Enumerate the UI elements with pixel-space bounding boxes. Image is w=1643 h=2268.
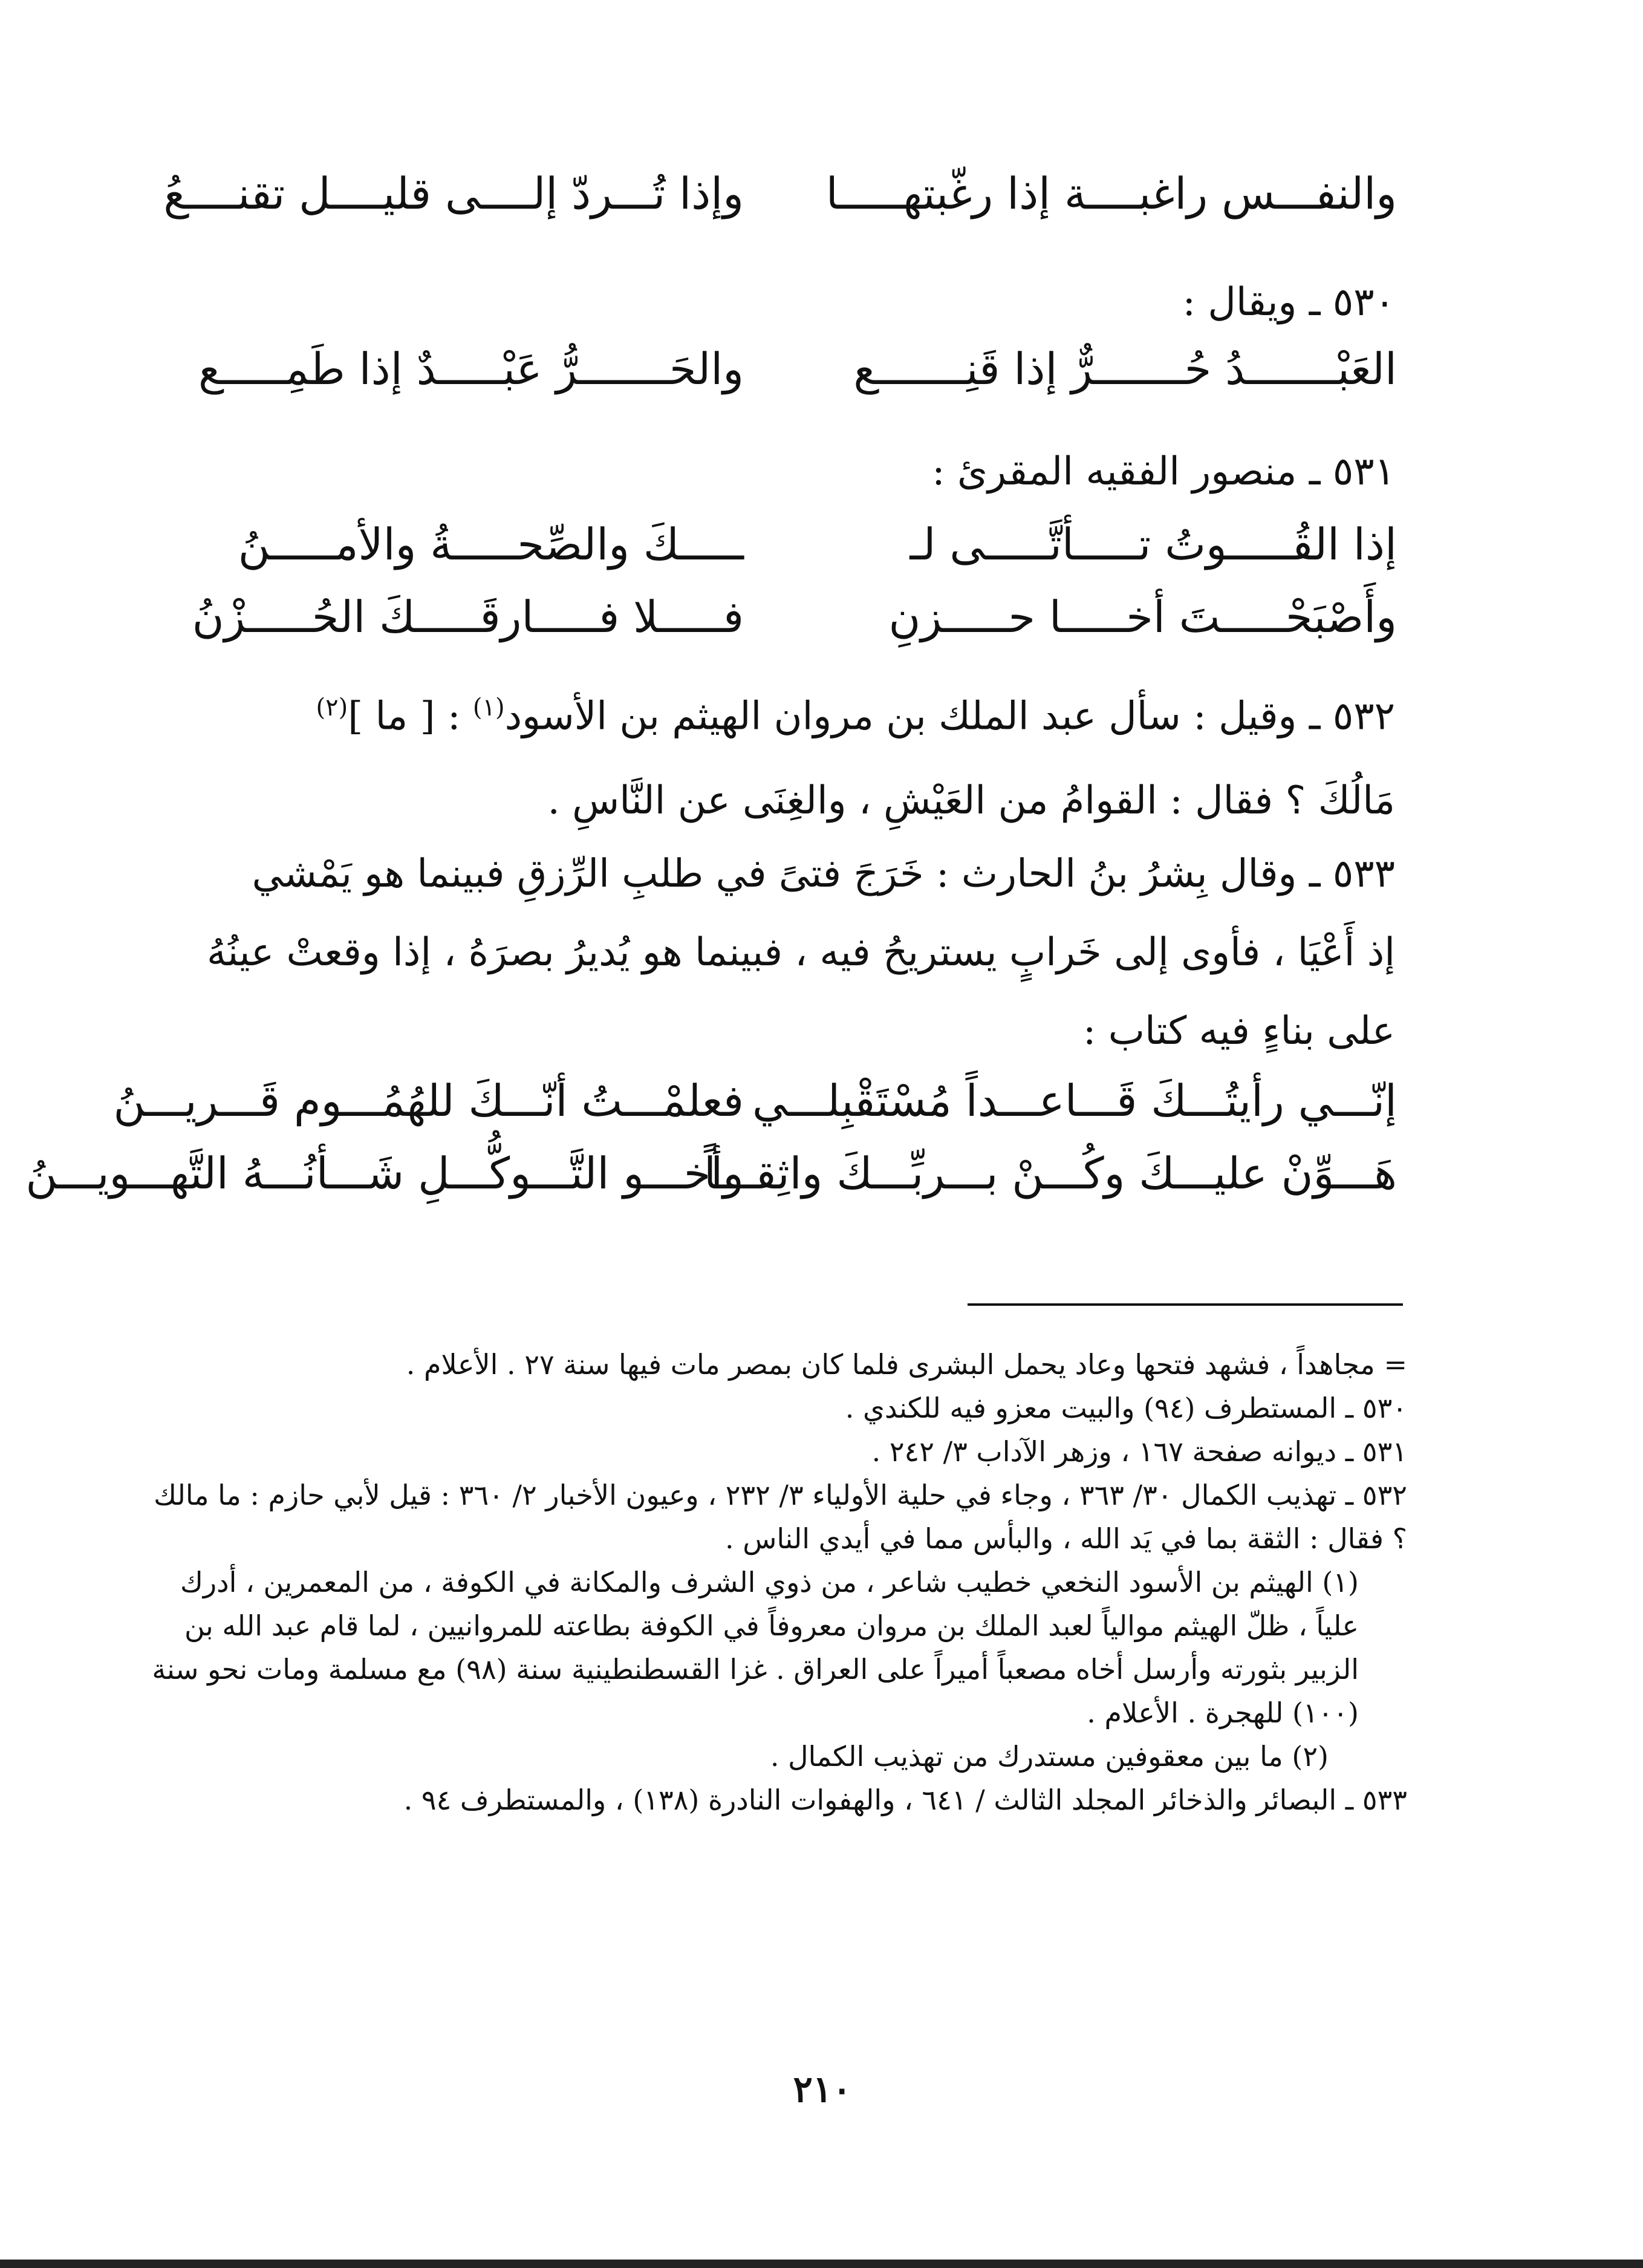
footnotes [151, 1343, 1407, 1822]
hemistich-right: والنفـــس راغبــــة إذا رغّبتهـــــا [825, 168, 1397, 219]
hemistich-right: إنّـــي رأيتُـــكَ قَـــاعـــداً مُسْتَقْبِلـــي [752, 1075, 1397, 1126]
hemistich-left: وإذا تُـــردّ إلــــى قليــــل تقنــــعُ [163, 168, 744, 219]
footnote-continuation: = مجاهداً ، فشهد فتحها وعاد يحمل البشرى فلما كان بمصر مات فيها سنة ٢٧ . الأعلام . [406, 1348, 1407, 1381]
hemistich-left: وأخـــو التَّـــوكُّـــلِ شَـــأنُـــهُ التَّهـــويـــنُ [25, 1148, 744, 1199]
page-number: ٢١٠ [793, 2068, 852, 2111]
footnote-ref-2: (٢) [316, 694, 348, 722]
hemistich-right: هَـــوِّنْ عليـــكَ وكُـــنْ بـــربِّـــكَ واثِقـــاً [704, 1148, 1397, 1199]
footnote-separator [968, 1303, 1403, 1306]
entry-532-line-2: مَالُكَ ؟ فقال : القوامُ من العَيْشِ ، والغِنَى عن النَّاسِ . [547, 778, 1395, 824]
footnote-531: ٥٣١ ـ ديوانه صفحة ١٦٧ ، وزهر الآداب ٣/ ٢٤٢ . [871, 1435, 1407, 1468]
hemistich-left: فعلمْـــتُ أنّـــكَ للهُمُـــوم قَـــريـــنُ [113, 1075, 744, 1126]
entry-533-line-2: إذ أَعْيَا ، فأوى إلى خَرابٍ يستريحُ فيه ، فبينما هو يُديرُ بصرَهُ ، إذا وقعتْ عينُهُ [207, 930, 1395, 975]
entry-533-line-3: على بناءٍ فيه كتاب : [1082, 1009, 1395, 1054]
hemistich-left: فـــــلا فـــــارقَـــــكَ الحُـــــزْنُ [192, 591, 744, 642]
entry-532 [139, 665, 1395, 843]
hemistich-right: وأَصْبَحْـــــتَ أخـــــا حـــــزنِ [888, 591, 1397, 642]
verse-line [139, 508, 1397, 581]
footnote-532-2: (٢) ما بين معقوفين مستدرك من تهذيب الكمال . [770, 1740, 1329, 1773]
hemistich-right: العَبْـــــــدُ حُـــــــرٌّ إذا قَنِـــــــع [853, 344, 1397, 394]
entry-531-intro: ٥٣١ ـ منصور الفقيه المقرئ : [932, 449, 1395, 494]
entry-532-text: ٥٣٢ ـ وقيل : سأل عبد الملك بن مروان الهيثم بن الأسود [504, 694, 1395, 739]
bracket-insert: : [ ما ] [348, 694, 473, 739]
footnote-ref-1: (١) [472, 694, 505, 722]
verse-line [113, 1064, 1397, 1137]
footnote-533: ٥٣٣ ـ البصائر والذخائر المجلد الثالث / ٦٤١ ، والهفوات النادرة (١٣٨) ، والمستطرف ٩٤ . [403, 1784, 1407, 1816]
footnote-532-1: (١) الهيثم بن الأسود النخعي خطيب شاعر ، من ذوي الشرف والمكانة في الكوفة ، من المعمرين ، أدرك علياً ، ظلّ الهيثم موالياً لعبد الملك بن مروان معروفاً في الكوفة بطاعته للمروانيين ، لما قام عبد الله بن الزبير بثورته وأرسل أخاه مصعباً أميراً على العراق . غزا القسطنطينية سنة (٩٨) مع مسلمة ومات نحو سنة (١٠٠) للهجرة . الأعلام . [152, 1566, 1359, 1729]
verse-line [139, 157, 1397, 230]
entry-530-intro: ٥٣٠ ـ ويقال : [1182, 280, 1395, 325]
footnote-530: ٥٣٠ ـ المستطرف (٩٤) والبيت معزو فيه للكندي . [845, 1392, 1407, 1424]
entry-532-line-1 [139, 665, 1395, 758]
hemistich-right: إذا القُـــــوتُ تـــــأتَّـــــى لـ [909, 519, 1397, 570]
hemistich-left: ـــــكَ والصِّحـــــةُ والأمـــــنُ [238, 519, 744, 570]
entry-533-line-1: ٥٣٣ ـ وقال بِشرُ بنُ الحارث : خَرَجَ فتىً في طلبِ الرِّزقِ فبينما هو يَمْشي [252, 852, 1395, 896]
verse-line [139, 581, 1397, 653]
verse-line [25, 1137, 1397, 1210]
entry-533 [139, 835, 1395, 1070]
verse-line [139, 333, 1397, 405]
hemistich-left: والحَـــــــرُّ عَبْـــــدٌ إذا طَمِـــــع [198, 344, 744, 394]
footnote-532: ٥٣٢ ـ تهذيب الكمال ٣٠/ ٣٦٣ ، وجاء في حلية الأولياء ٣/ ٢٣٢ ، وعيون الأخبار ٢/ ٣٦٠ : قيل لأبي حازم : ما مالك ؟ فقال : الثقة بما في يَد الله ، والبأس مما في أيدي الناس . [154, 1479, 1407, 1555]
scan-edge [0, 2260, 1643, 2268]
